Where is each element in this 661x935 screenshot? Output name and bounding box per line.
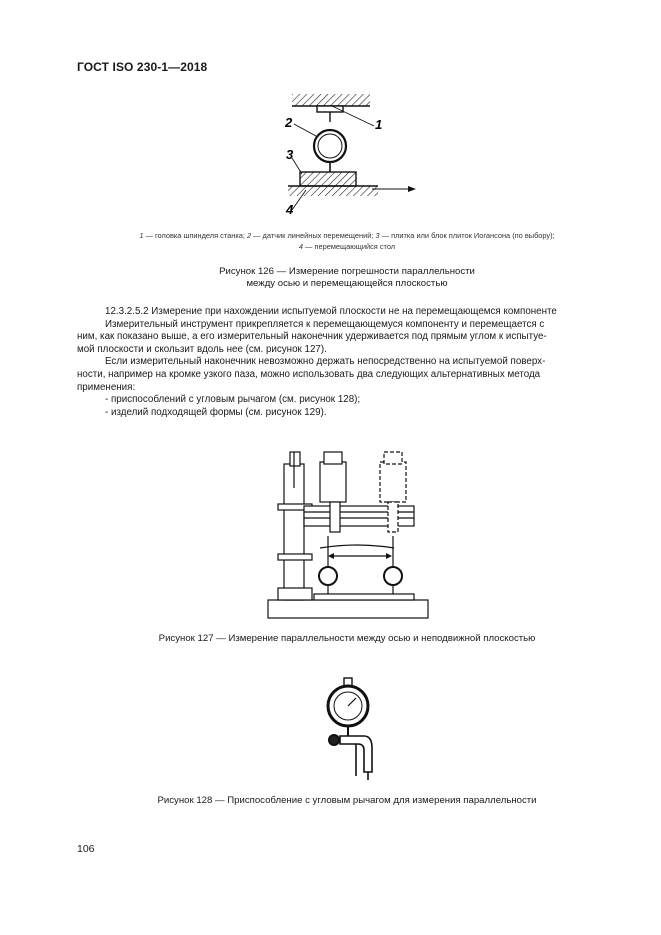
legend-text-4: — перемещающийся стол bbox=[303, 242, 396, 251]
section-heading: 12.3.2.5.2 Измерение при нахождении испытуемой плоскости не на перемещающемся компоненте bbox=[105, 306, 557, 317]
legend-key-2: 2 bbox=[246, 231, 252, 240]
body-text bbox=[77, 306, 612, 419]
figure-126-legend bbox=[77, 230, 617, 252]
legend-text-1: — головка шпинделя станка; bbox=[143, 231, 247, 240]
label-1: 1 bbox=[375, 117, 383, 132]
figure-128-caption: Рисунок 128 — Приспособление с угловым рычагом для измерения параллельности bbox=[157, 795, 537, 806]
bullet-1: - приспособлений с угловым рычагом (см. рисунок 128); bbox=[105, 394, 361, 406]
paragraph-2: Если измерительный наконечник невозможно держать непосредственно на испытуемой поверх- ности, например на кромке узкого паза, можно использовать два следующих альтернативных метода применения: bbox=[77, 356, 546, 393]
figure-128-drawing bbox=[320, 676, 380, 784]
legend-text-3: — плитка или блок плиток Иогансона (по выбору); bbox=[379, 231, 555, 240]
bullet-2: - изделий подходящей формы (см. рисунок 129). bbox=[105, 406, 327, 418]
figure-127-drawing bbox=[262, 448, 436, 624]
spindle-head bbox=[292, 94, 370, 106]
dial-indicator bbox=[314, 130, 346, 162]
dial-indicator-left bbox=[319, 567, 337, 585]
document-header: ГОСТ ISO 230-1—2018 bbox=[77, 60, 208, 74]
figure-126-caption bbox=[77, 266, 617, 290]
gauge-block bbox=[300, 172, 356, 186]
moving-table bbox=[288, 186, 378, 196]
drill-head-left bbox=[320, 462, 346, 502]
machine-base bbox=[268, 600, 428, 618]
dial-indicator-right bbox=[384, 567, 402, 585]
legend-line-1 bbox=[77, 230, 617, 241]
label-3: 3 bbox=[286, 147, 294, 162]
legend-text-2: — датчик линейных перемещений; bbox=[251, 231, 376, 240]
paragraph-1: Измерительный инструмент прикрепляется к перемещающемуся компоненту и перемещается с ним, как показано выше, а его измерительный наконечник удерживается под прямым углом к испытуе- мой плоскости и скользит вдоль нее (см. рисунок 127). bbox=[77, 318, 547, 355]
drill-head-right bbox=[380, 462, 406, 502]
page-number: 106 bbox=[77, 843, 95, 855]
figure-126-drawing bbox=[270, 88, 420, 218]
legend-key-1: 1 bbox=[139, 231, 144, 240]
caption-line-1: Рисунок 126 — Измерение погрешности параллельности bbox=[219, 266, 475, 277]
legend-line-2 bbox=[77, 241, 617, 252]
label-2: 2 bbox=[285, 115, 293, 130]
label-4: 4 bbox=[286, 202, 294, 217]
figure-127-caption: Рисунок 127 — Измерение параллельности между осью и неподвижной плоскостью bbox=[158, 633, 536, 644]
legend-key-3: 3 bbox=[375, 231, 380, 240]
caption-line-2: между осью и перемещающейся плоскостью bbox=[246, 278, 448, 289]
legend-key-4: 4 bbox=[298, 242, 303, 251]
